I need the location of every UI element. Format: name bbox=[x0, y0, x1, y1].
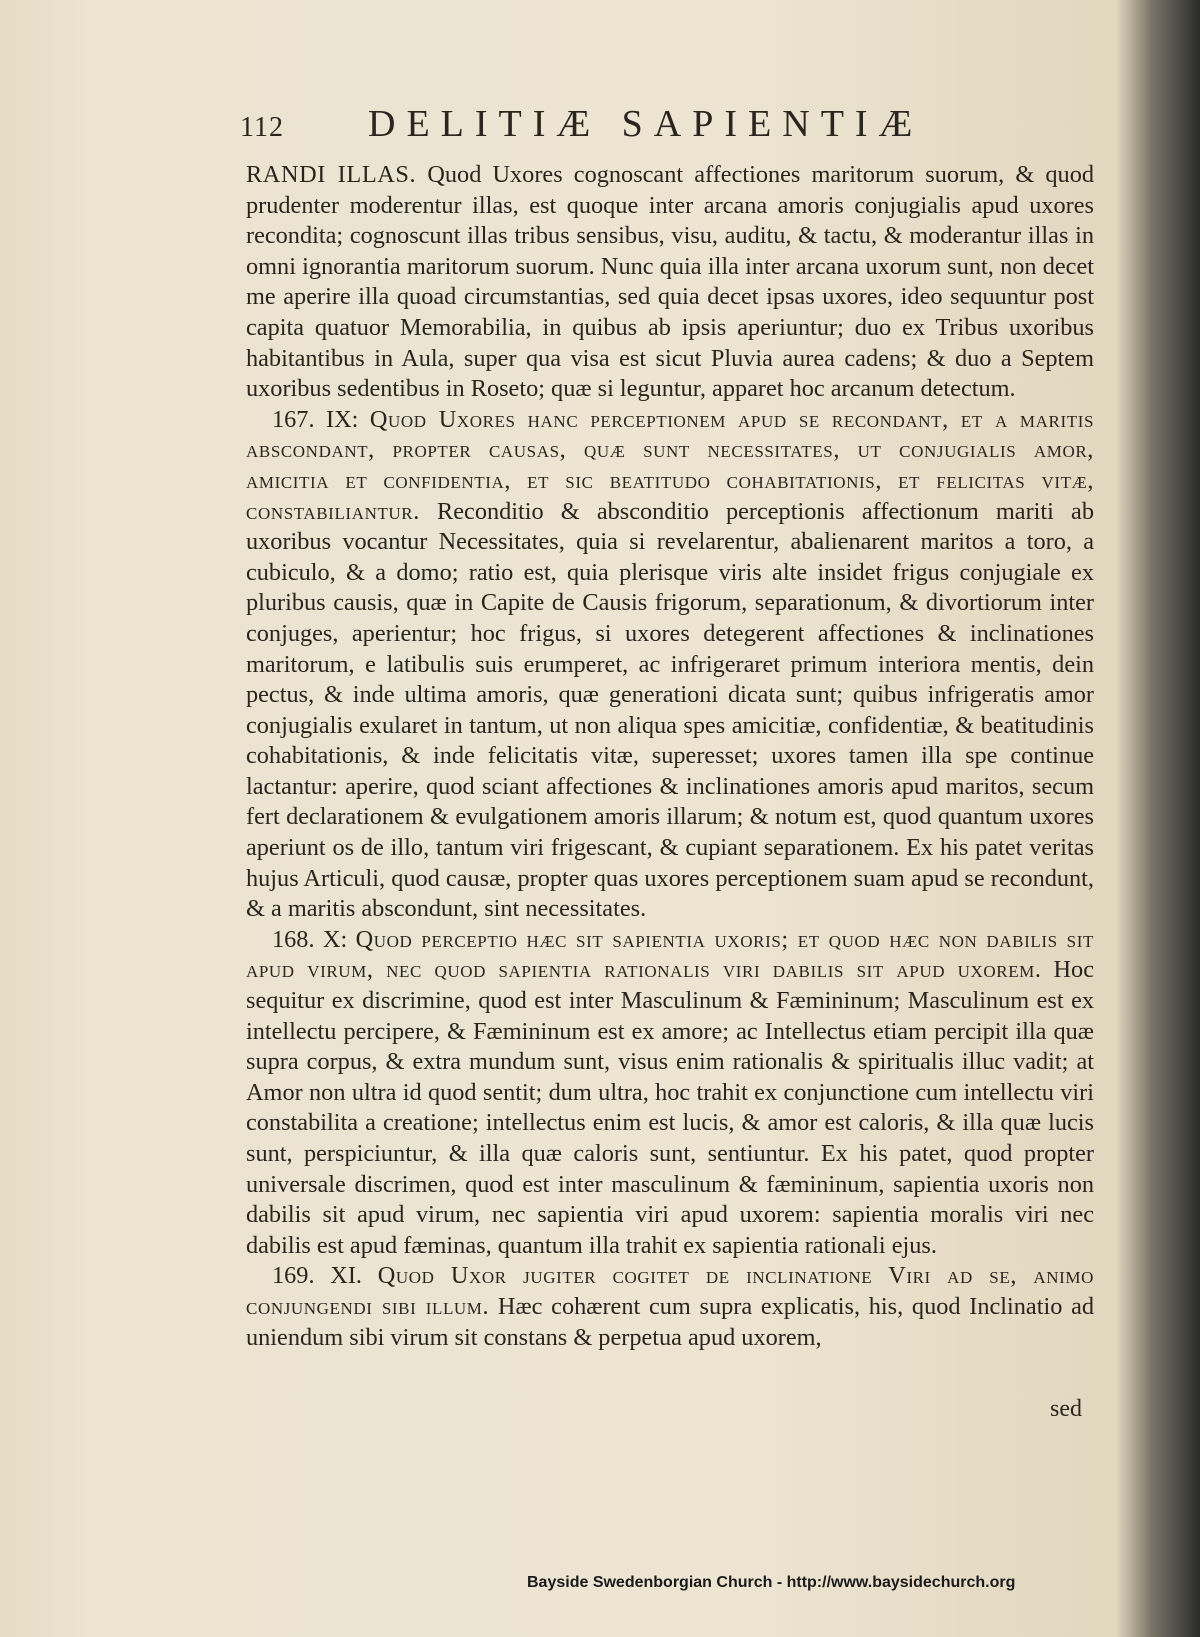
paragraph-continuation bbox=[246, 160, 1094, 405]
paragraph-text: Reconditio & absconditio perceptionis affectionum mariti ab uxoribus vocantur Necessitates, quia si revelarentur, abalienarent maritos a toro, a cubiculo, & a domo; ratio est, quia plerisque viris alte insidet frigus conjugiale ex pluribus causis, quæ in Capite de Causis frigorum, separationum, & divortiorum inter conjuges, aperientur; hoc frigus, si uxores detegerent affectiones & inclinationes maritorum, e latibulis suis erumperet, ac infrigeraret primum interiora mentis, dein pectus, & inde ultima amoris, quæ generationi dicata sunt; quibus infrigeratis amor conjugialis exularet in tantum, ut non aliqua spes amicitiæ, confidentiæ, & beatitudinis cohabitationis, & inde felicitatis vitæ, superesset; uxores tamen illa spe continue lactantur: aperire, quod sciant affectiones & inclinationes amoris apud maritos, secum fert declarationem & evulgationem amoris illarum; & notum est, quod quantum uxores aperiunt os de illo, tantum viri frigescant, & cupiant separationem. Ex his patet veritas hujus Articuli, quod causæ, propter quas uxores perceptionem suam apud se recondunt, & a maritis abscondunt, sint necessitates. bbox=[246, 497, 1094, 923]
paragraph-number: 169. XI. bbox=[272, 1262, 362, 1290]
paragraph-lead: RANDI ILLAS. bbox=[246, 161, 417, 188]
body-text bbox=[246, 160, 1094, 1353]
paragraph-number: 167. IX: bbox=[272, 405, 359, 433]
paragraph-169 bbox=[246, 1261, 1094, 1353]
paragraph-number: 168. X: bbox=[272, 925, 348, 953]
paragraph-lead: Quod perceptio hæc sit sapientia uxoris; et quod hæc non dabilis sit apud virum, nec quod sapientia rationalis viri dabilis sit apud uxorem. bbox=[246, 925, 1094, 984]
paragraph-lead: Quod Uxor jugiter cogitet de inclinatione Viri ad se, animo conjungendi sibi illum. bbox=[246, 1262, 1094, 1320]
footer-credit: Bayside Swedenborgian Church - http://www.baysidechurch.org bbox=[527, 1574, 1016, 1591]
paragraph-167 bbox=[246, 405, 1094, 925]
paragraph-text: Hoc sequitur ex discrimine, quod est inter Masculinum & Fæmininum; Masculinum est ex intellectu percipere, & Fæmininum est ex amore; ac Intellectus etiam percipit illa quæ supra corpus, & extra mundum sunt, visus enim rationalis & spiritualis illuc vadit; at Amor non ultra id quod sentit; dum ultra, hoc trahit ex conjunctione cum intellectu viri constabilita a creatione; intellectus enim est lucis, & amor est caloris, & illa quæ lucis sunt, perspiciuntur, & illa quæ caloris sunt, sentiuntur. Ex his patet, quod propter universale discrimen, quod est inter masculinum & fæmininum, sapientia uxoris non dabilis sit apud virum, nec sapientia viri apud uxorem: sapientia moralis viri nec dabilis est apud fæminas, quantum illa trahit ex sapientia rationali ejus. bbox=[246, 956, 1094, 1259]
running-title: DELITIÆ SAPIENTIÆ bbox=[368, 103, 924, 145]
paragraph-text: Hæc cohærent cum supra explicatis, his, quod Inclinatio ad uniendum sibi virum sit constans & perpetua apud uxorem, bbox=[246, 1292, 1094, 1351]
page-number: 112 bbox=[240, 112, 284, 143]
paragraph-168 bbox=[246, 925, 1094, 1262]
catchword: sed bbox=[1050, 1396, 1082, 1422]
page-header bbox=[240, 98, 980, 148]
paragraph-lead: Quod Uxores hanc perceptionem apud se recondant, et a maritis abscondant, propter causas, quæ sunt necessitates, ut conjugialis amor, amicitia et confidentia, et sic beatitudo cohabitationis, et felicitas vitæ, constabiliantur. bbox=[246, 405, 1095, 525]
paragraph-text: Quod Uxores cognoscant affectiones maritorum suorum, & quod prudenter moderentur illas, est quoque inter arcana amoris conjugialis apud uxores recondita; cognoscunt illas tribus sensibus, visu, auditu, & tactu, & moderantur illas in omni ignorantia maritorum suorum. Nunc quia illa inter arcana uxorum sunt, non decet me aperire illa quoad circumstantias, sed quia decet ipsas uxores, ideo sequuntur post capita quatuor Memorabilia, in quibus ab ipsis aperiuntur; duo ex Tribus uxoribus habitantibus in Aula, super qua visa est sicut Pluvia aurea cadens; & duo a Septem uxoribus sedentibus in Roseto; quæ si leguntur, apparet hoc arcanum detectum. bbox=[246, 161, 1094, 403]
